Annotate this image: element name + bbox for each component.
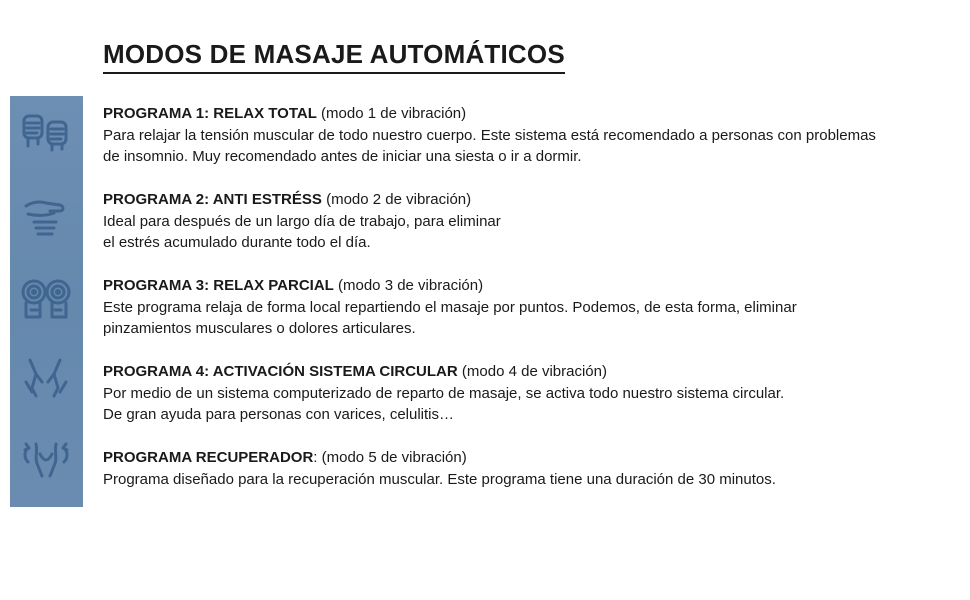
program-description-line: Este programa relaja de forma local repartiendo el masaje por puntos. Podemos, de esta forma, eliminar (103, 298, 797, 316)
program-name: PROGRAMA 3: RELAX PARCIAL (103, 277, 334, 294)
program-description-line: de insomnio. Muy recomendado antes de iniciar una siesta o ir a dormir. (103, 148, 582, 165)
hands-icon (18, 108, 74, 158)
program-description-line: el estrés acumulado durante todo el día. (103, 234, 371, 251)
program-heading (103, 103, 965, 125)
program-mode: (modo 1 de vibración) (316, 105, 467, 122)
program-mode: (modo 4 de vibración) (457, 363, 607, 380)
program-1 (103, 103, 965, 168)
spiral-hands-icon (18, 276, 74, 326)
program-description-line: Ideal para después de un largo día de trabajo, para eliminar (103, 212, 501, 230)
program-mode: (modo 3 de vibración) (333, 277, 484, 294)
programs-list (103, 103, 965, 512)
program-heading (103, 447, 965, 469)
program-name: PROGRAMA 4: ACTIVACIÓN SISTEMA CIRCULAR (103, 363, 458, 380)
program-mode: (modo 2 de vibración) (321, 191, 472, 208)
program-heading (103, 189, 965, 211)
program-name: PROGRAMA 1: RELAX TOTAL (103, 105, 317, 122)
program-description-line: Para relajar la tensión muscular de todo nuestro cuerpo. Este sistema está recomendado a personas con problemas (103, 126, 876, 144)
praying-hands-icon (18, 352, 74, 402)
program-description-line: Por medio de un sistema computerizado de reparto de masaje, se activa todo nuestro sistema circular. (103, 384, 785, 402)
program-description-line: Programa diseñado para la recuperación muscular. Este programa tiene una duración de 30 minutos. (103, 470, 776, 488)
program-2 (103, 189, 965, 254)
circulation-hands-icon (18, 434, 74, 484)
program-mode: : (modo 5 de vibración) (313, 449, 467, 466)
program-4 (103, 361, 965, 426)
program-name: PROGRAMA 2: ANTI ESTRÉSS (103, 191, 322, 208)
program-description-line: pinzamientos musculares o dolores articulares. (103, 320, 416, 337)
program-heading (103, 361, 965, 383)
program-3 (103, 275, 965, 340)
program-heading (103, 275, 965, 297)
program-name: PROGRAMA RECUPERADOR (103, 449, 314, 466)
massage-hand-icon (18, 192, 74, 242)
mode-icon-panel (10, 96, 83, 507)
program-5 (103, 447, 965, 490)
program-description-line: De gran ayuda para personas con varices, celulitis… (103, 406, 455, 423)
page-title: MODOS DE MASAJE AUTOMÁTICOS (103, 38, 565, 74)
